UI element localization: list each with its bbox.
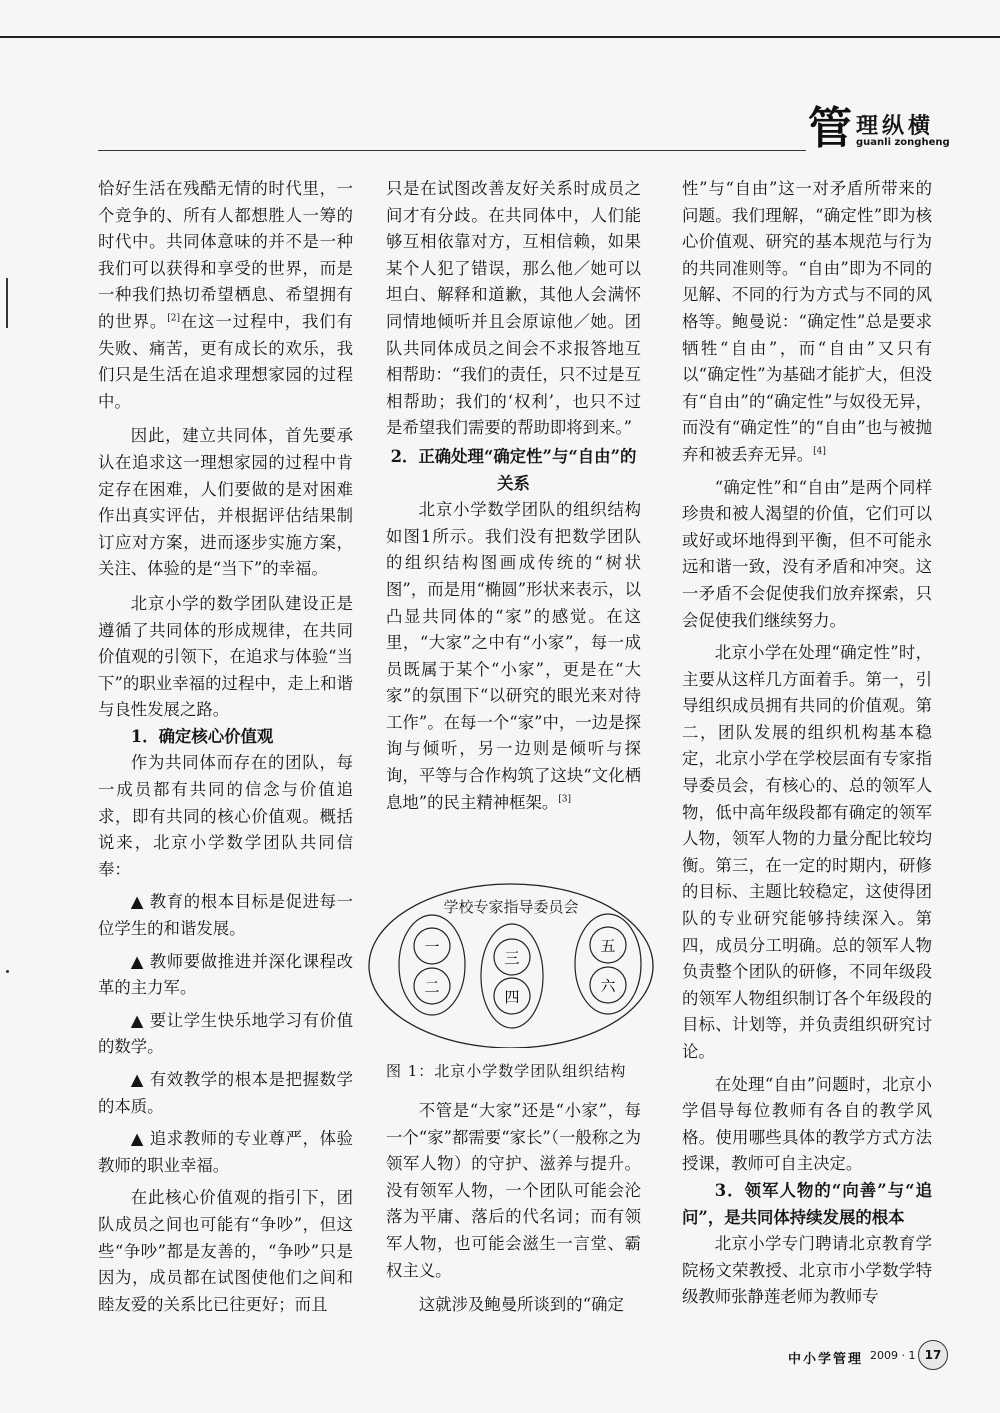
member-label: 四 — [504, 988, 520, 1006]
bullet-item: ▲ 教育的根本目标是促进每一位学生的和谐发展。 — [98, 892, 353, 939]
paragraph: 北京小学专门聘请北京教育学院杨文荣教授、北京市小学数学特级教师张静莲老师为教师专 — [682, 1234, 932, 1307]
group-ellipse-1 — [399, 915, 465, 1015]
paragraph: 北京小学的数学团队建设正是遵循了共同体的形成规律，在共同价值观的引领下，在追求与体验“当下”的职业幸福的过程中，走上和谐与良性发展之路。 — [98, 593, 353, 720]
member-label: 三 — [504, 949, 520, 967]
text: 在这一过程中，我们有失败、痛苦，更有成长的欢乐，我们只是生活在追求理想家园的过程中。 — [98, 311, 354, 411]
member-label: 二 — [424, 978, 440, 996]
column-3 — [682, 176, 932, 1311]
paragraph: 北京小学在处理“确定性”时，主要从这样几方面着手。第一，引导组织成员拥有共同的价值观。第二，团队发展的组织机构基本稳定，北京小学在学校层面有专家指导委员会，有核心的、总的领军人物，低中高年级段都有确定的领军人物，领军人物的力量分配比较均衡。第三，在一定的时期内，研修的目标、主题比较稳定，这使得团队的专业研究能够持续深入。第四，成员分工明确。总的领军人物负责整个团队的研修，不同年级段的领军人物组织制订各个年级段的目标、计划等，并负责组织研究讨论。 — [682, 643, 932, 1061]
journal-name: 中小学管理 — [788, 1352, 864, 1367]
bullet-item: ▲ 要让学生快乐地学习有价值的数学。 — [98, 1010, 353, 1057]
header-rule — [98, 150, 806, 151]
text: 性”与“自由”这一对矛盾所带来的问题。我们理解，“确定性”即为核心价值观、研究的基本规范与行为的共同准则等。“自由”即为不同的见解、不同的行为方式与不同的风格等。鲍曼说：“确定性”总是要求牺牲“自由”，而“自由”又只有以“确定性”为基础才能扩大，但没有“自由”的“确定性”与奴役无异，而没有“确定性”的“自由”也与被抛弃和被丢弃无异。 — [682, 179, 932, 464]
top-rule — [0, 36, 1000, 38]
member-label: 六 — [600, 977, 616, 995]
paragraph: 只是在试图改善友好关系时成员之间才有分歧。在共同体中，人们能够互相依靠对方，互相信赖，如果某个人犯了错误，那么他／她可以坦白、解释和道歉，其他人会满怀同情地倾听并且会原谅他／她。团队共同体成员之间会不求报答地互相帮助：“我们的责任，只不过是互相帮助；我们的‘权利’，也只不过是希望我们需要的帮助即将到来。” — [386, 179, 641, 438]
section-heading: 1．确定核心价值观 — [130, 726, 274, 746]
page-number: 17 — [918, 1340, 948, 1370]
paragraph: 作为共同体而存在的团队，每一成员都有共同的信念与价值追求，即有共同的核心价值观。概括说来，北京小学数学团队共同信奉： — [98, 753, 353, 879]
paragraph — [98, 176, 353, 415]
reference-mark: [3] — [558, 794, 572, 805]
paragraph: 在此核心价值观的指引下，团队成员之间也可能有“争吵”，但这些“争吵”都是友善的，“争吵”只是因为，成员都在试图使他们之间和睦友爱的关系比已往更好；而且 — [98, 1188, 353, 1314]
margin-mark — [6, 278, 8, 328]
bullet-item: ▲ 有效教学的根本是把握数学的本质。 — [98, 1070, 353, 1116]
outer-label: 学校专家指导委员会 — [443, 898, 579, 916]
paragraph: 因此，建立共同体，首先要承认在追求这一理想家园的过程中肯定存在困难，人们要做的是对困难作出真实评估，并根据评估结果制订应对方案，进而逐步实施方案，关注、体验的是“当下”的幸福。 — [98, 426, 353, 579]
page-footer — [788, 1340, 988, 1370]
member-label: 一 — [424, 938, 440, 956]
org-structure-figure — [366, 878, 656, 1048]
column-2 — [386, 176, 641, 816]
paragraph: 这就涉及鲍曼所谈到的“确定 — [418, 1295, 624, 1315]
section-subtitle: guanli zongheng — [856, 137, 950, 148]
text: 北京小学数学团队的组织结构如图1所示。我们没有把数学团队的组织结构图画成传统的“树状图”，而是用“椭圆”形状来表示，以凸显共同体的“家”的感觉。在这里，“大家”之中有“小家”，每一成员既属于某个“小家”，更是在“大家”的氛围下“以研究的眼光来对待工作”。在每一个“家”中，一边是探询与倾听，另一边则是倾听与探询，平等与合作构筑了这块“文化栖息地”的民主精神框架。 — [386, 500, 641, 812]
reference-mark: [4] — [813, 446, 826, 457]
section-heading: 3．领军人物的“向善”与“追问”，是共同体持续发展的根本 — [682, 1180, 932, 1227]
paragraph — [682, 176, 932, 469]
issue-number: 2009 · 1 — [870, 1349, 916, 1362]
section-heading: 2．正确处理“确定性”与“自由”的关系 — [390, 446, 637, 493]
figure-caption: 图 1：北京小学数学团队组织结构 — [386, 1062, 627, 1080]
column-1 — [98, 176, 353, 1318]
group-ellipse-3 — [575, 914, 641, 1014]
section-title: 理纵横 — [856, 113, 935, 139]
paragraph: 在处理“自由”问题时，北京小学倡导每位教师有各自的教学风格。使用哪些具体的教学方式方法授课，教师可自主决定。 — [682, 1074, 932, 1174]
column-2-continued — [386, 1098, 641, 1319]
bullet-item: ▲ 教师要做推进并深化课程改革的主力军。 — [98, 951, 353, 998]
member-label: 五 — [600, 937, 616, 955]
paragraph: 不管是“大家”还是“小家”，每一个“家”都需要“家长”（一般称之为领军人物）的守护、滋养与提升。没有领军人物，一个团队可能会沦落为平庸、落后的代名词；而有领军人物，也可能会滋生一言堂、霸权主义。 — [386, 1101, 641, 1280]
section-logo — [808, 103, 994, 159]
org-structure-diagram — [366, 878, 656, 1048]
logo-mark: 管 — [808, 103, 852, 154]
reference-mark: [2] — [167, 313, 180, 324]
text: 恰好生活在残酷无情的时代里，一个竞争的、所有人都想胜人一筹的时代中。共同体意味的并不是一种我们可以获得和享受的世界，而是一种我们热切希望栖息、希望拥有的世界。 — [98, 179, 353, 331]
paragraph — [386, 497, 641, 816]
paragraph: “确定性”和“自由”是两个同样珍贵和被人渴望的价值，它们可以或好或坏地得到平衡，但不可能永远和谐一致，没有矛盾和冲突。这一矛盾不会促使我们放弃探索，只会促使我们继续努力。 — [682, 477, 932, 630]
margin-dot — [6, 970, 9, 973]
bullet-item: ▲ 追求教师的专业尊严，体验教师的职业幸福。 — [98, 1129, 353, 1175]
